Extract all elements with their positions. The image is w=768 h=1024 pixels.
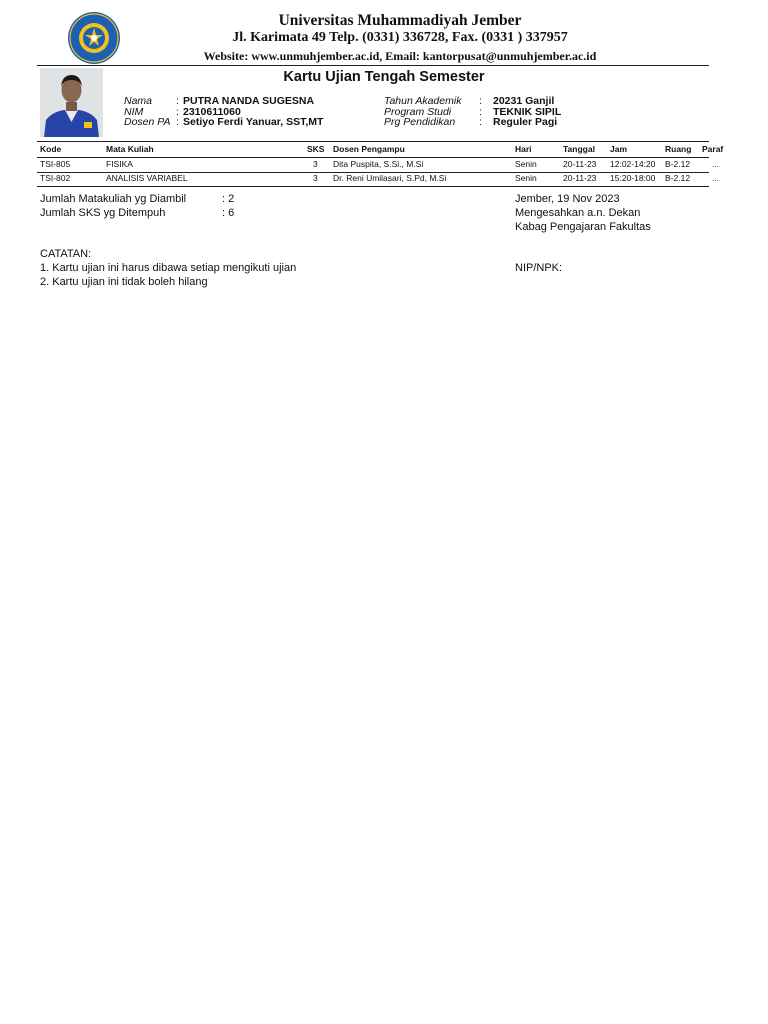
cell-ruang: B-2.12 (665, 159, 691, 169)
col-dosen-header: Dosen Pengampu (333, 144, 405, 154)
cell-paraf: ... (712, 159, 720, 169)
nim-label: NIM (124, 106, 144, 118)
cell-dosen: Dr. Reni Umilasari, S.Pd, M.Si (333, 173, 447, 183)
university-name: Universitas Muhammadiyah Jember (278, 12, 522, 29)
prg-pendidikan-value: Reguler Pagi (493, 116, 558, 128)
col-ruang-header: Ruang (665, 144, 692, 154)
table-top-rule (37, 141, 709, 142)
dosen-pa-colon: : (176, 116, 179, 128)
cell-hari: Senin (515, 159, 537, 169)
total-courses-label: Jumlah Matakuliah yg Diambil (40, 193, 187, 205)
name-value: PUTRA NANDA SUGESNA (183, 95, 315, 107)
cell-tanggal: 20-11-23 (563, 173, 597, 183)
cell-tanggal: 20-11-23 (563, 159, 597, 169)
cell-paraf: ... (712, 173, 720, 183)
table-row (0, 159, 768, 171)
university-logo (66, 11, 122, 65)
cell-dosen: Dita Puspita, S.Si., M.Si (333, 159, 424, 169)
cell-hari: Senin (515, 173, 537, 183)
dosen-pa-label: Dosen PA (124, 116, 171, 128)
table-header-rule (37, 157, 709, 158)
nim-colon: : (176, 106, 179, 118)
cell-ruang: B-2.12 (665, 173, 691, 183)
col-tanggal-header: Tanggal (563, 144, 595, 154)
cell-jam: 12:02-14:20 (610, 159, 656, 169)
tahun-akademik-colon: : (479, 95, 482, 107)
total-sks-label: Jumlah SKS yg Ditempuh (40, 207, 166, 219)
name-label: Nama (124, 95, 153, 107)
student-photo (40, 68, 103, 137)
col-kode-header: Kode (40, 144, 62, 154)
place-date: Jember, 19 Nov 2023 (515, 193, 620, 205)
col-sks-header: SKS (307, 144, 325, 154)
header-divider (37, 65, 709, 66)
program-studi-value: TEKNIK SIPIL (493, 106, 562, 118)
approval-line: Mengesahkan a.n. Dekan (515, 207, 641, 219)
prg-pendidikan-colon: : (479, 116, 482, 128)
approval-title: Kabag Pengajaran Fakultas (515, 221, 651, 233)
notes-title: CATATAN: (40, 248, 92, 260)
cell-kode: TSI-802 (40, 173, 71, 183)
cell-jam: 15:20-18:00 (610, 173, 656, 183)
tahun-akademik-value: 20231 Ganjil (493, 95, 555, 107)
prg-pendidikan-label: Prg Pendidikan (384, 116, 456, 128)
col-mata-kuliah-header: Mata Kuliah (106, 144, 154, 154)
total-sks-value: : 6 (222, 207, 235, 219)
program-studi-label: Program Studi (384, 106, 452, 118)
total-courses-value: : 2 (222, 193, 235, 205)
university-address: Jl. Karimata 49 Telp. (0331) 336728, Fax. (0331 ) 337957 (232, 30, 568, 45)
note-item: 2. Kartu ujian ini tidak boleh hilang (40, 276, 208, 288)
program-studi-colon: : (479, 106, 482, 118)
university-contact: Website: www.unmuhjember.ac.id, Email: kantorpusat@unmuhjember.ac.id (203, 49, 597, 63)
col-jam-header: Jam (610, 144, 628, 154)
note-item: 1. Kartu ujian ini harus dibawa setiap mengikuti ujian (40, 262, 297, 274)
dosen-pa-value: Setiyo Ferdi Yanuar, SST,MT (183, 116, 324, 128)
table-row (0, 173, 768, 185)
col-paraf-header: Paraf (702, 144, 724, 154)
cell-kode: TSI-805 (40, 159, 71, 169)
cell-sks: 3 (313, 159, 318, 169)
name-colon: : (176, 95, 179, 107)
col-hari-header: Hari (515, 144, 532, 154)
table-bottom-rule (37, 186, 709, 187)
nip-label: NIP/NPK: (515, 262, 563, 274)
cell-sks: 3 (313, 173, 318, 183)
nim-value: 2310611060 (183, 106, 241, 118)
cell-mata-kuliah: FISIKA (106, 159, 133, 169)
cell-mata-kuliah: ANALISIS VARIABEL (106, 173, 188, 183)
card-title: Kartu Ujian Tengah Semester (283, 69, 485, 85)
tahun-akademik-label: Tahun Akademik (384, 95, 462, 107)
